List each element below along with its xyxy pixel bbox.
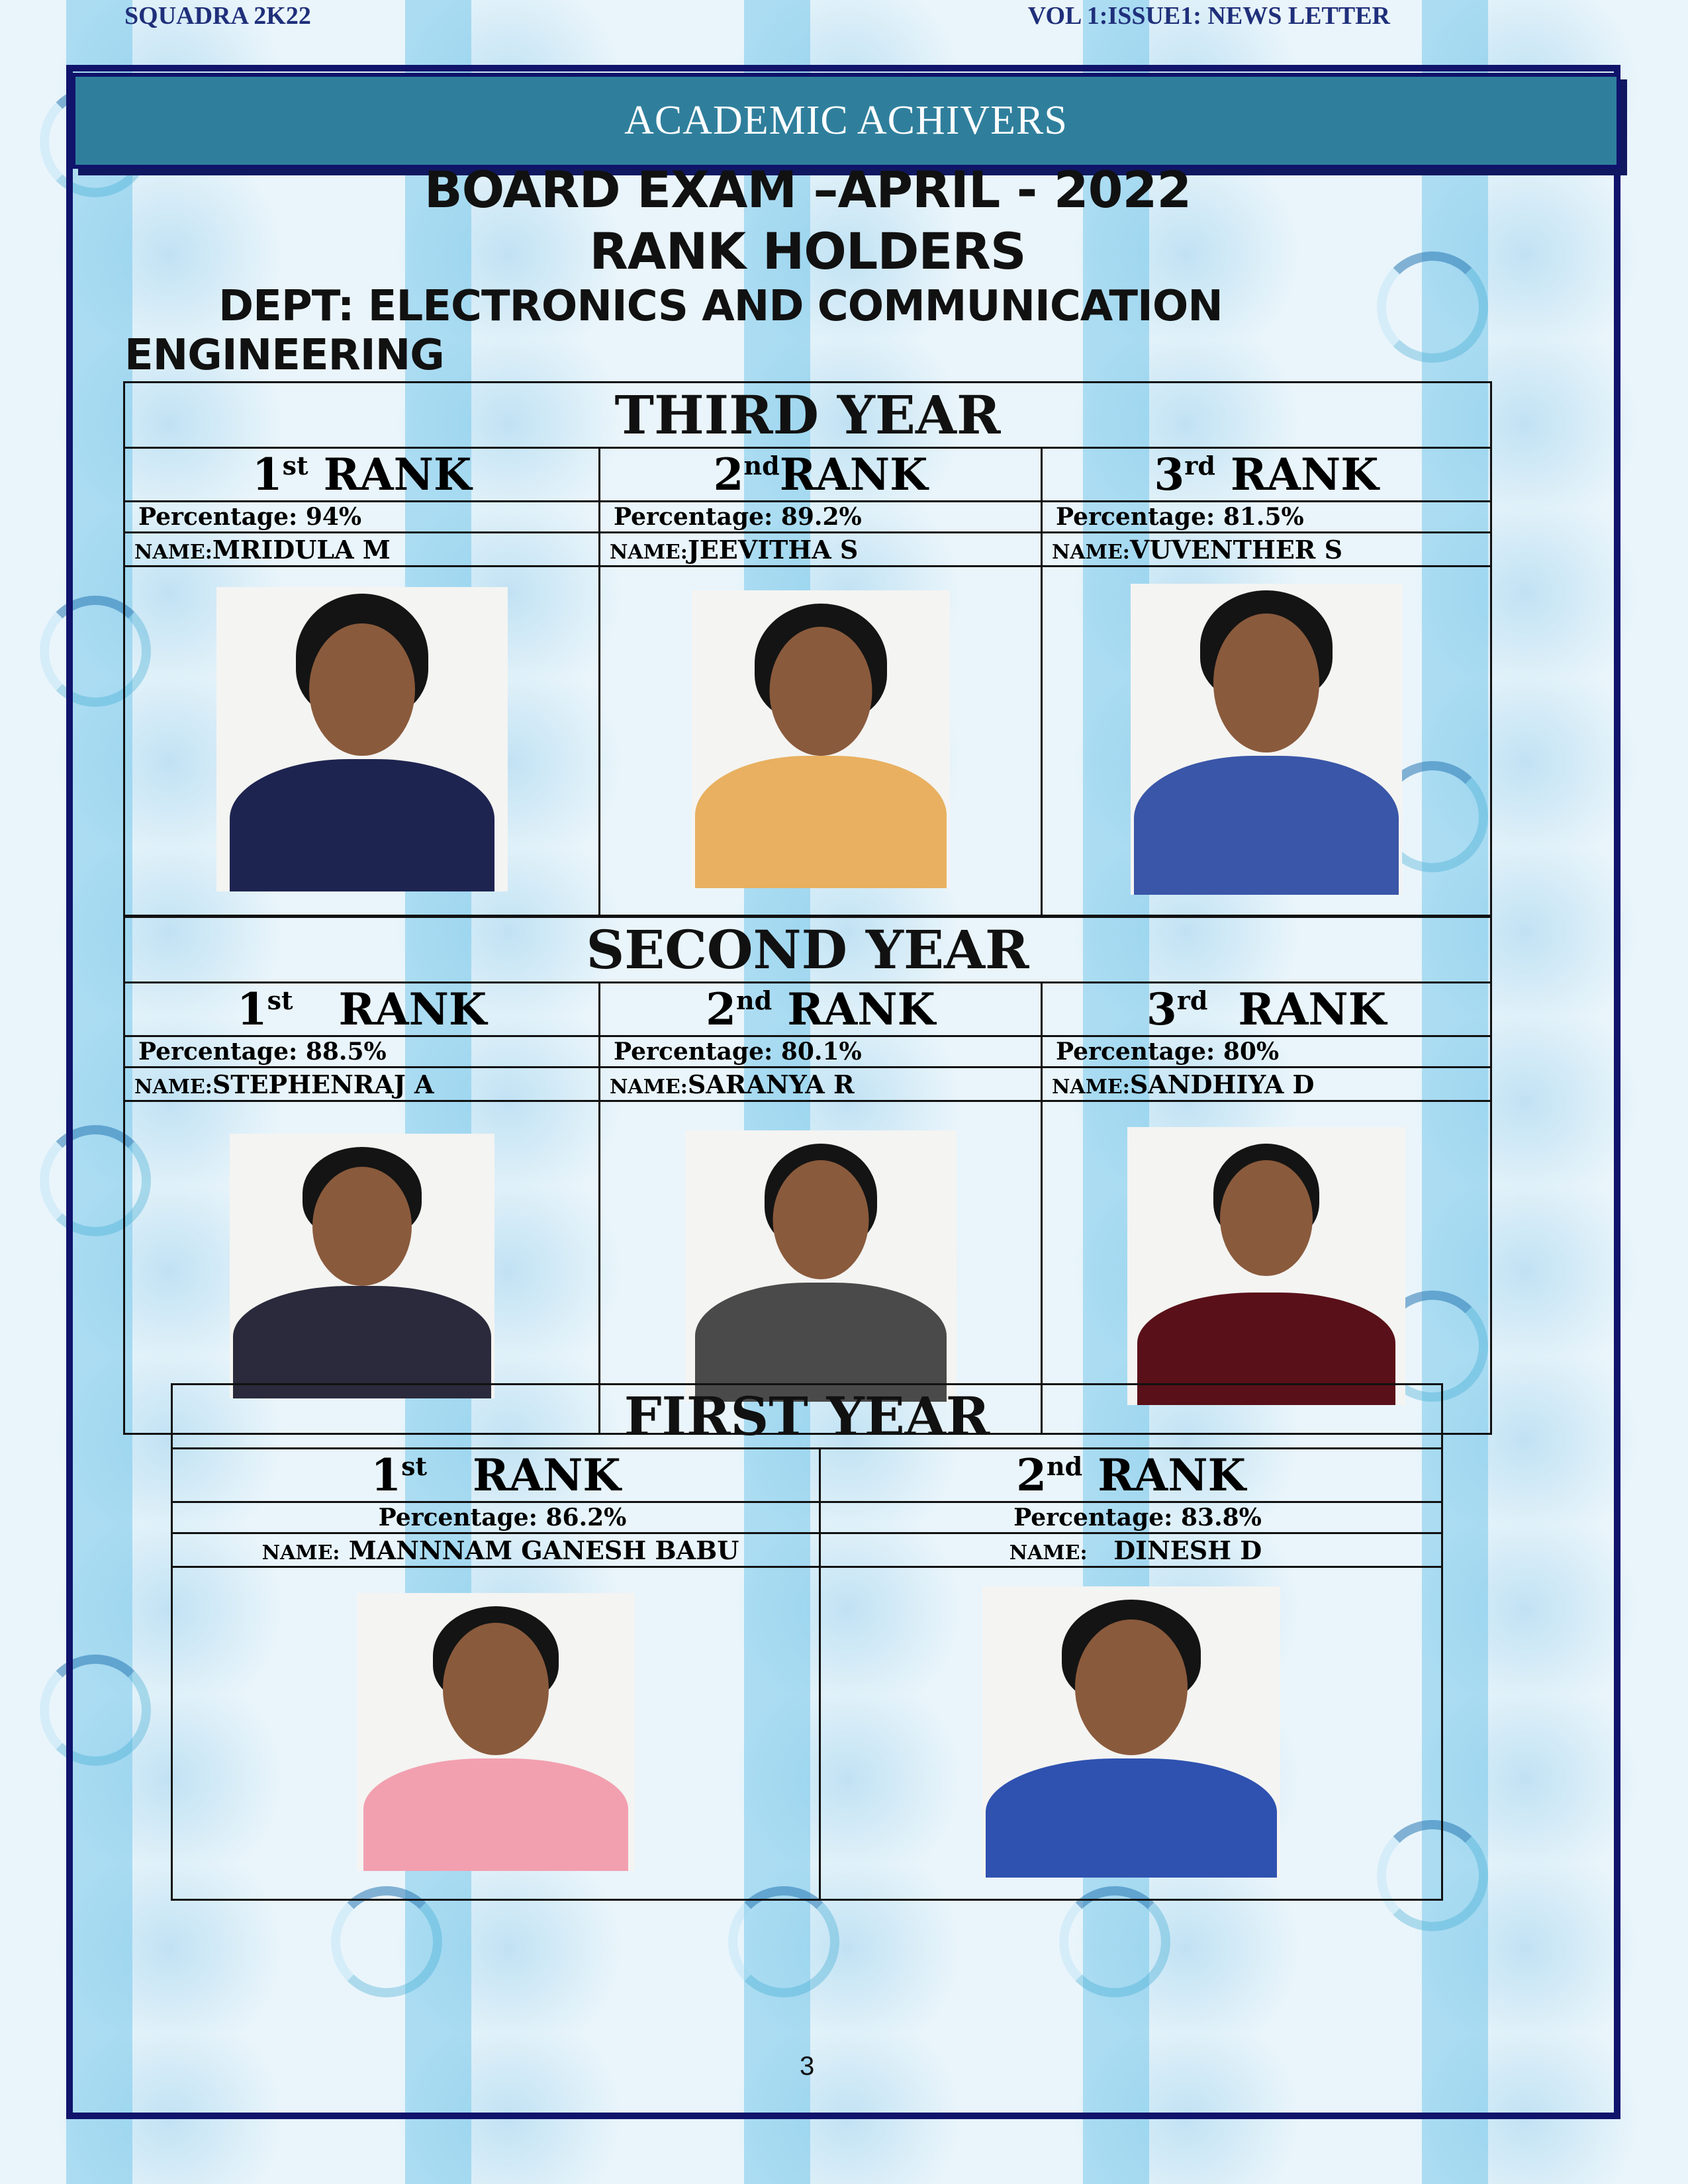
third-year-heading: THIRD YEAR — [124, 383, 1491, 448]
student-photo — [692, 590, 950, 888]
student-photo — [1127, 1127, 1405, 1405]
student-name: NAME:MRIDULA M — [124, 533, 600, 567]
page-number: 3 — [800, 2052, 815, 2081]
percentage: Percentage: 80.1% — [600, 1036, 1042, 1068]
percentage: Percentage: 86.2% — [172, 1502, 820, 1533]
second-year-table — [123, 916, 1492, 1435]
student-photo — [216, 587, 508, 891]
percentage: Percentage: 81.5% — [1042, 502, 1491, 533]
title-department-cont: ENGINEERING — [124, 331, 444, 380]
percentage: Percentage: 83.8% — [820, 1502, 1442, 1533]
student-name: NAME:STEPHENRAJ A — [124, 1068, 600, 1101]
photo-cell — [172, 1567, 820, 1900]
student-name: NAME: DINESH D — [820, 1533, 1442, 1567]
title-rank-holders: RANK HOLDERS — [589, 222, 1026, 281]
rank-heading: 2nd RANK — [820, 1449, 1442, 1502]
issue-info: VOL 1:ISSUE1: NEWS LETTER — [1027, 2, 1390, 30]
student-name: NAME:VUVENTHER S — [1042, 533, 1491, 567]
percentage: Percentage: 89.2% — [600, 502, 1042, 533]
newsletter-name: SQUADRA 2K22 — [124, 2, 311, 30]
rank-heading: 2ndRANK — [600, 448, 1042, 502]
section-banner: ACADEMIC ACHIVERS — [71, 73, 1620, 169]
rank-heading: 1st RANK — [124, 983, 600, 1036]
student-photo — [230, 1134, 494, 1398]
rank-heading: 3rd RANK — [1042, 983, 1491, 1036]
student-photo — [685, 1130, 957, 1402]
third-year-table — [123, 381, 1492, 917]
second-year-heading: SECOND YEAR — [124, 917, 1491, 983]
student-photo — [1131, 584, 1402, 895]
photo-cell — [1042, 567, 1491, 916]
rank-heading: 1st RANK — [124, 448, 600, 502]
student-name: NAME:SARANYA R — [600, 1068, 1042, 1101]
rank-heading: 2nd RANK — [600, 983, 1042, 1036]
title-department: DEPT: ELECTRONICS AND COMMUNICATION — [218, 282, 1223, 331]
rank-heading: 1st RANK — [172, 1449, 820, 1502]
percentage: Percentage: 80% — [1042, 1036, 1491, 1068]
student-name: NAME:JEEVITHA S — [600, 533, 1042, 567]
student-photo — [357, 1593, 635, 1871]
percentage: Percentage: 88.5% — [124, 1036, 600, 1068]
percentage: Percentage: 94% — [124, 502, 600, 533]
photo-cell — [124, 567, 600, 916]
photo-cell — [820, 1567, 1442, 1900]
photo-cell — [600, 567, 1042, 916]
first-year-table — [171, 1383, 1443, 1901]
student-name: NAME:SANDHIYA D — [1042, 1068, 1491, 1101]
student-name: NAME: MANNNAM GANESH BABU — [172, 1533, 820, 1567]
first-year-heading: FIRST YEAR — [172, 1385, 1442, 1449]
title-board-exam: BOARD EXAM –APRIL - 2022 — [424, 160, 1192, 219]
rank-heading: 3rd RANK — [1042, 448, 1491, 502]
student-photo — [982, 1586, 1280, 1878]
